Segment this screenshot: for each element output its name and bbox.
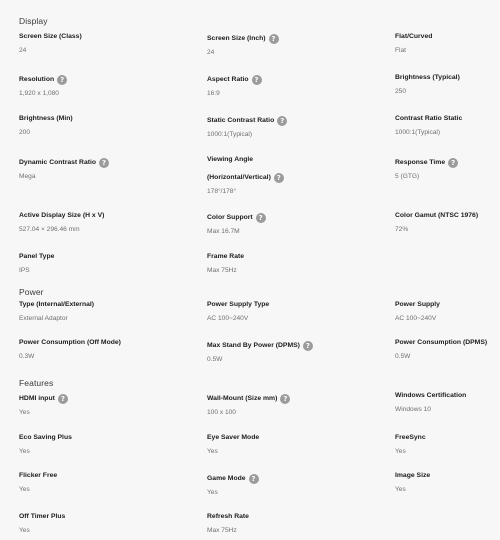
spec-value: AC 100~240V	[395, 315, 437, 322]
spec-label: Response Time ?	[395, 155, 500, 170]
spec-value: 0.5W	[395, 353, 411, 360]
spec-label: Brightness (Typical)	[395, 74, 460, 81]
spec-label: (Horizontal/Vertical) ?	[207, 170, 357, 185]
spec-viewing-angle	[207, 152, 357, 198]
spec-screen-size-inch	[207, 31, 357, 59]
spec-eco-saving-plus	[19, 430, 169, 458]
section-title-power: Power	[19, 287, 44, 297]
spec-consumption-off	[19, 335, 169, 363]
spec-value: Mega	[19, 173, 36, 180]
spec-value: 250	[395, 88, 407, 95]
spec-value: 72%	[395, 226, 409, 233]
spec-value: 16:9	[207, 90, 220, 97]
help-icon[interactable]: ?	[249, 474, 259, 484]
spec-value: Max 75Hz	[207, 267, 237, 274]
spec-freesync	[395, 430, 500, 458]
spec-value: 100 x 100	[207, 409, 236, 416]
spec-label: Power Supply Type	[207, 301, 270, 308]
spec-label: Power Consumption (Off Mode)	[19, 339, 121, 346]
help-icon[interactable]: ?	[274, 173, 284, 183]
spec-label: Contrast Ratio Static	[395, 115, 463, 122]
spec-value: Windows 10	[395, 406, 431, 413]
spec-power-supply-type	[207, 297, 357, 325]
spec-value: 24	[19, 47, 27, 54]
spec-label: Eco Saving Plus	[19, 434, 72, 441]
spec-value: Max 75Hz	[207, 527, 237, 534]
spec-label: Wall-Mount (Size mm) ?	[207, 391, 357, 406]
spec-eye-saver-mode	[207, 430, 357, 458]
spec-resolution	[19, 72, 169, 100]
spec-value: 1000:1(Typical)	[395, 129, 441, 136]
spec-label: Game Mode ?	[207, 471, 357, 486]
spec-label: Power Supply	[395, 301, 440, 308]
spec-label: Resolution ?	[19, 72, 169, 87]
spec-value: Yes	[19, 486, 30, 493]
spec-label: FreeSync	[395, 434, 426, 441]
spec-label: Color Gamut (NTSC 1976)	[395, 212, 479, 219]
spec-frame-rate	[207, 249, 357, 277]
spec-value: 527.04 × 296.46 mm	[19, 226, 80, 233]
spec-value: 178°/178°	[207, 188, 237, 195]
spec-value: 0.3W	[19, 353, 35, 360]
spec-contrast-ratio-static	[395, 111, 500, 139]
spec-image-size	[395, 468, 500, 496]
spec-max-stand-by	[207, 338, 357, 366]
spec-panel-type	[19, 249, 169, 277]
spec-label: Off Timer Plus	[19, 513, 66, 520]
spec-value: Yes	[207, 489, 218, 496]
spec-label: Screen Size (Inch) ?	[207, 31, 357, 46]
spec-label: Static Contrast Ratio ?	[207, 113, 357, 128]
spec-label: Active Display Size (H x V)	[19, 212, 105, 219]
spec-consumption-dpms	[395, 335, 500, 363]
spec-power-supply	[395, 297, 500, 325]
spec-color-support	[207, 210, 357, 238]
spec-value: Max 16.7M	[207, 228, 240, 235]
spec-label: Frame Rate	[207, 253, 245, 260]
spec-value: Yes	[395, 486, 406, 493]
help-icon[interactable]: ?	[58, 394, 68, 404]
spec-label: Viewing Angle	[207, 156, 254, 163]
spec-refresh-rate	[207, 509, 357, 537]
help-icon[interactable]: ?	[57, 75, 67, 85]
section-title-display: Display	[19, 16, 48, 26]
spec-label: Windows Certification	[395, 392, 467, 399]
spec-label: Brightness (Min)	[19, 115, 73, 122]
spec-label: Screen Size (Class)	[19, 33, 82, 40]
spec-value: IPS	[19, 267, 30, 274]
spec-label: Type (Internal/External)	[19, 301, 95, 308]
spec-label: Eye Saver Mode	[207, 434, 260, 441]
spec-value: 1,920 x 1,080	[19, 90, 59, 97]
spec-brightness-typical	[395, 70, 500, 98]
help-icon[interactable]: ?	[448, 158, 458, 168]
spec-value: Yes	[207, 448, 218, 455]
help-icon[interactable]: ?	[303, 341, 313, 351]
spec-label: Dynamic Contrast Ratio ?	[19, 155, 169, 170]
spec-value: 1000:1(Typical)	[207, 131, 253, 138]
help-icon[interactable]: ?	[256, 213, 266, 223]
spec-value: Yes	[19, 448, 30, 455]
spec-value: 5 (GTG)	[395, 173, 420, 180]
spec-value: External Adaptor	[19, 315, 68, 322]
spec-value: 200	[19, 129, 31, 136]
spec-label: Panel Type	[19, 253, 55, 260]
section-title-features: Features	[19, 378, 54, 388]
spec-label: Max Stand By Power (DPMS) ?	[207, 338, 357, 353]
spec-label: Power Consumption (DPMS)	[395, 339, 488, 346]
spec-value: 0.5W	[207, 356, 223, 363]
spec-dynamic-contrast-ratio	[19, 155, 169, 183]
spec-label: Color Support ?	[207, 210, 357, 225]
spec-wall-mount	[207, 391, 357, 419]
spec-label: Flat/Curved	[395, 33, 433, 40]
spec-screen-size-class	[19, 29, 169, 57]
spec-windows-certification	[395, 388, 500, 416]
help-icon[interactable]: ?	[280, 394, 290, 404]
spec-active-display-size	[19, 208, 169, 236]
help-icon[interactable]: ?	[99, 158, 109, 168]
help-icon[interactable]: ?	[269, 34, 279, 44]
spec-game-mode	[207, 471, 357, 499]
spec-value: Yes	[19, 527, 30, 534]
help-icon[interactable]: ?	[252, 75, 262, 85]
spec-response-time	[395, 155, 500, 183]
spec-value: Yes	[395, 448, 406, 455]
spec-color-gamut	[395, 208, 500, 236]
spec-value: 24	[207, 49, 215, 56]
spec-off-timer-plus	[19, 509, 169, 537]
spec-label: Aspect Ratio ?	[207, 72, 357, 87]
spec-value: Flat	[395, 47, 406, 54]
help-icon[interactable]: ?	[277, 116, 287, 126]
spec-aspect-ratio	[207, 72, 357, 100]
spec-hdmi-input	[19, 391, 169, 419]
spec-flicker-free	[19, 468, 169, 496]
spec-value: AC 100~240V	[207, 315, 249, 322]
spec-static-contrast-ratio	[207, 113, 357, 141]
spec-flat-curved	[395, 29, 500, 57]
spec-label: Refresh Rate	[207, 513, 249, 520]
spec-value: Yes	[19, 409, 30, 416]
spec-brightness-min	[19, 111, 169, 139]
spec-label: Flicker Free	[19, 472, 58, 479]
spec-power-type	[19, 297, 169, 325]
spec-label: HDMI input ?	[19, 391, 169, 406]
spec-label: Image Size	[395, 472, 431, 479]
